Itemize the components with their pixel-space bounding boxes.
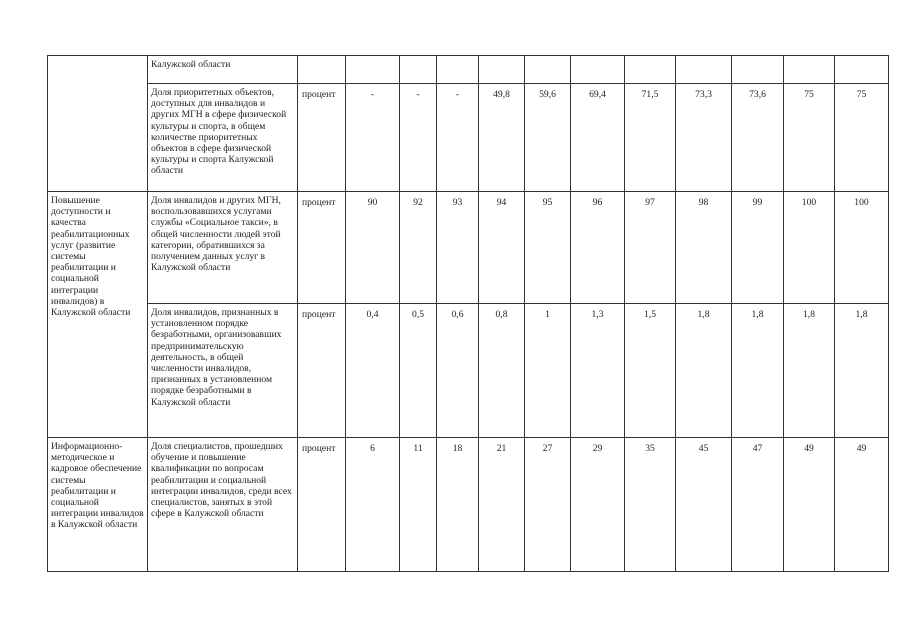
unit-cell [298,304,346,438]
value-text: 21 [496,443,507,454]
unit-cell [298,438,346,572]
value-cell [625,56,676,84]
indicator-cell [148,304,298,438]
value-text: 95 [542,197,553,208]
group-cell [48,192,148,438]
value-text: 94 [496,197,507,208]
value-cell [400,304,437,438]
value-cell [400,56,437,84]
value-cell [437,438,479,572]
value-text: 1,8 [855,309,868,320]
unit-cell [298,56,346,84]
table-row [48,84,889,192]
indicator-text: Доля инвалидов и других МГН, воспользовавшихся услугами службы «Социальное такси», в общей численности людей этой категории, обратившихся за получением данных услуг в Калужской области [151,195,281,274]
value-text: 45 [698,443,709,454]
value-text: 90 [367,197,378,208]
unit-cell [298,192,346,304]
value-cell [784,438,835,572]
value-cell [784,84,835,192]
value-text: 0,5 [412,309,424,320]
table-row [48,56,889,84]
value-text: 99 [752,197,763,208]
value-text: - [370,89,375,100]
unit-text: процент [302,309,336,320]
value-text: 29 [592,443,603,454]
value-text: 1 [545,309,550,320]
value-text: 96 [592,197,603,208]
value-cell [571,192,625,304]
value-text: 47 [752,443,763,454]
value-cell [346,304,400,438]
value-cell [479,192,525,304]
value-cell [732,192,784,304]
value-text: 69,4 [589,89,606,100]
value-cell [571,84,625,192]
value-cell [676,56,732,84]
value-text: 73,6 [749,89,766,100]
value-cell [479,84,525,192]
value-cell [732,56,784,84]
value-cell [400,192,437,304]
value-cell [525,304,571,438]
value-cell [676,304,732,438]
table-body [48,56,889,572]
value-cell [346,192,400,304]
indicator-text: Доля приоритетных объектов, доступных для инвалидов и других МГН в сфере физической культуры и спорта, в общем количестве приоритетных объектов в сфере физической культуры и спорта Калужской области [151,87,287,177]
value-text: 49,8 [493,89,510,100]
value-text: 92 [413,197,423,208]
group-cell [48,56,148,192]
indicator-text: Калужской области [151,59,231,70]
value-cell [625,438,676,572]
value-text: 73,3 [695,89,712,100]
value-text: 59,6 [539,89,556,100]
table-row [48,192,889,304]
value-cell [437,192,479,304]
value-cell [784,192,835,304]
value-text: 27 [542,443,553,454]
table-row [48,438,889,572]
value-text: 75 [804,89,814,100]
value-text: 35 [645,443,655,454]
value-text: 1,8 [697,309,710,320]
value-cell [346,84,400,192]
value-cell [676,84,732,192]
value-text: 11 [413,443,423,454]
value-text: 93 [452,197,463,208]
indicator-text: Доля инвалидов, признанных в установленном порядке безработными, организовавших предпринимательскую деятельность, в общей численности инвалидов, признанных в установленном порядке безработными в Калужской области [151,307,282,408]
group-cell [48,438,148,572]
value-text: 98 [698,197,709,208]
value-text: 71,5 [641,89,659,100]
value-cell [676,192,732,304]
value-cell [437,56,479,84]
value-cell [571,56,625,84]
value-cell [571,438,625,572]
value-cell [525,84,571,192]
value-cell [784,304,835,438]
indicator-text: Доля специалистов, прошедших обучение и повышение квалификации по вопросам реабилитации и социальной интеграции инвалидов, среди всех специалистов, занятых в этой сфере в Калужской области [151,441,292,520]
value-text: 1,8 [803,309,815,320]
table-row [48,304,889,438]
value-text: 100 [801,197,817,208]
value-text: 1,3 [591,309,604,320]
value-text: - [455,89,460,100]
value-cell [835,56,889,84]
value-cell [732,438,784,572]
indicator-cell [148,84,298,192]
value-cell [571,304,625,438]
value-cell [400,84,437,192]
value-cell [835,304,889,438]
value-cell [525,438,571,572]
value-text: 0,4 [366,309,379,320]
value-text: 18 [452,443,463,454]
unit-text: процент [302,197,336,208]
value-cell [835,84,889,192]
value-cell [625,304,676,438]
unit-text: процент [302,89,336,100]
value-cell [835,192,889,304]
value-cell [346,438,400,572]
value-text: 6 [370,443,375,454]
value-cell [437,304,479,438]
group-text: Повышение доступности и качества реабилитационных услуг (развитие системы реабилитации и социальной интеграции инвалидов) в Калужской области [51,195,131,319]
indicator-cell [148,192,298,304]
value-cell [676,438,732,572]
value-cell [625,84,676,192]
value-text: 97 [645,197,655,208]
value-cell [625,192,676,304]
value-cell [784,56,835,84]
value-text: 75 [856,89,867,100]
value-text: 49 [804,443,814,454]
value-text: 49 [856,443,867,454]
value-cell [479,56,525,84]
indicators-table [47,55,889,572]
value-cell [525,56,571,84]
unit-text: процент [302,443,336,454]
value-cell [479,438,525,572]
value-text: - [416,89,420,100]
group-text: Информационно-методическое и кадровое обеспечение системы реабилитации и социальной интеграции инвалидов в Калужской области [51,441,144,531]
value-cell [479,304,525,438]
value-cell [835,438,889,572]
value-text: 1,5 [644,309,656,320]
value-cell [346,56,400,84]
value-text: 0,8 [495,309,508,320]
value-cell [732,84,784,192]
value-text: 100 [854,197,869,208]
indicator-cell [148,56,298,84]
indicator-cell [148,438,298,572]
value-cell [400,438,437,572]
value-text: 1,8 [751,309,764,320]
value-cell [437,84,479,192]
value-text: 0,6 [451,309,464,320]
value-cell [732,304,784,438]
unit-cell [298,84,346,192]
value-cell [525,192,571,304]
